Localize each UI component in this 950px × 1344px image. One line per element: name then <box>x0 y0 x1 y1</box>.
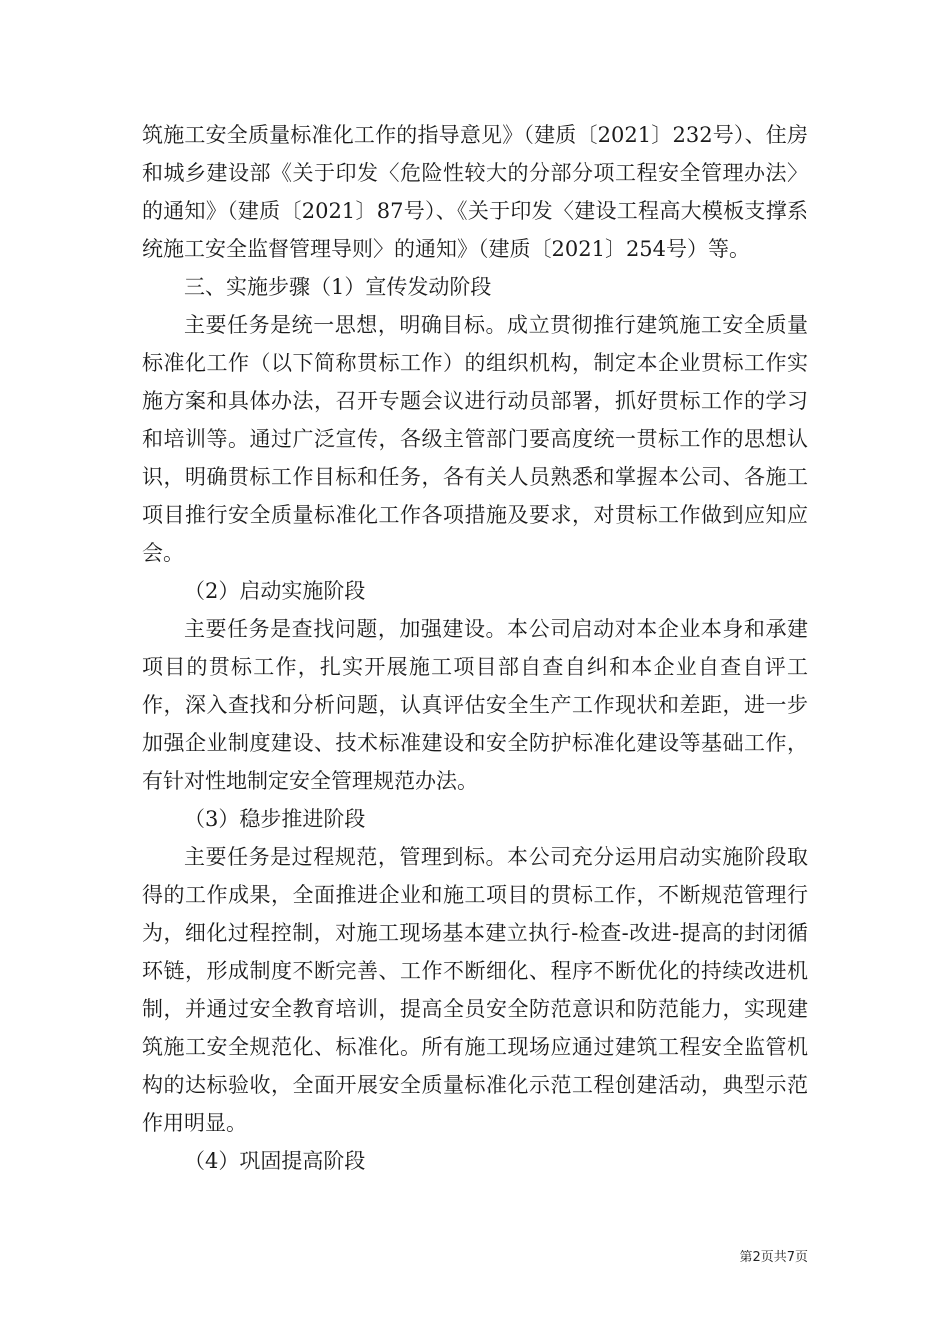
heading-stage-4: （4）巩固提高阶段 <box>184 1149 366 1173</box>
paragraph-stage-2-tasks: 主要任务是查找问题，加强建设。本公司启动对本企业本身和承建项目的贯标工作，扎实开展施工项目部自查自纠和本企业自查自评工作，深入查找和分析问题，认真评估安全生产工作现状和差距，进一步加强企业制度建设、技术标准建设和安全防护标准化建设等基础工作，有针对性地制定安全管理规范办法。 <box>142 617 808 793</box>
heading-stage-3: （3）稳步推进阶段 <box>184 807 366 831</box>
paragraph-stage-1-tasks: 主要任务是统一思想，明确目标。成立贯彻推行建筑施工安全质量标准化工作（以下简称贯标工作）的组织机构，制定本企业贯标工作实施方案和具体办法，召开专题会议进行动员部署，抓好贯标工作的学习和培训等。通过广泛宣传，各级主管部门要高度统一贯标工作的思想认识，明确贯标工作目标和任务，各有关人员熟悉和掌握本公司、各施工项目推行安全质量标准化工作各项措施及要求，对贯标工作做到应知应会。 <box>142 313 808 565</box>
heading-implementation-steps: 三、实施步骤（1）宣传发动阶段 <box>184 275 492 299</box>
document-body <box>142 116 808 1180</box>
paragraph-regulations-continued: 筑施工安全质量标准化工作的指导意见》（建质〔2021〕232号）、住房和城乡建设部《关于印发〈危险性较大的分部分项工程安全管理办法〉的通知》（建质〔2021〕87号）、《关于印发〈建设工程高大模板支撑系统施工安全监督管理导则〉的通知》（建质〔2021〕254号）等。 <box>142 123 808 261</box>
paragraph-stage-3-tasks: 主要任务是过程规范，管理到标。本公司充分运用启动实施阶段取得的工作成果，全面推进企业和施工项目的贯标工作，不断规范管理行为，细化过程控制，对施工现场基本建立执行-检查-改进-提高的封闭循环链，形成制度不断完善、工作不断细化、程序不断优化的持续改进机制，并通过安全教育培训，提高全员安全防范意识和防范能力，实现建筑施工安全规范化、标准化。所有施工现场应通过建筑工程安全监管机构的达标验收，全面开展安全质量标准化示范工程创建活动，典型示范作用明显。 <box>142 845 808 1135</box>
heading-stage-2: （2）启动实施阶段 <box>184 579 366 603</box>
page-number-footer: 第2页共7页 <box>739 1250 808 1265</box>
